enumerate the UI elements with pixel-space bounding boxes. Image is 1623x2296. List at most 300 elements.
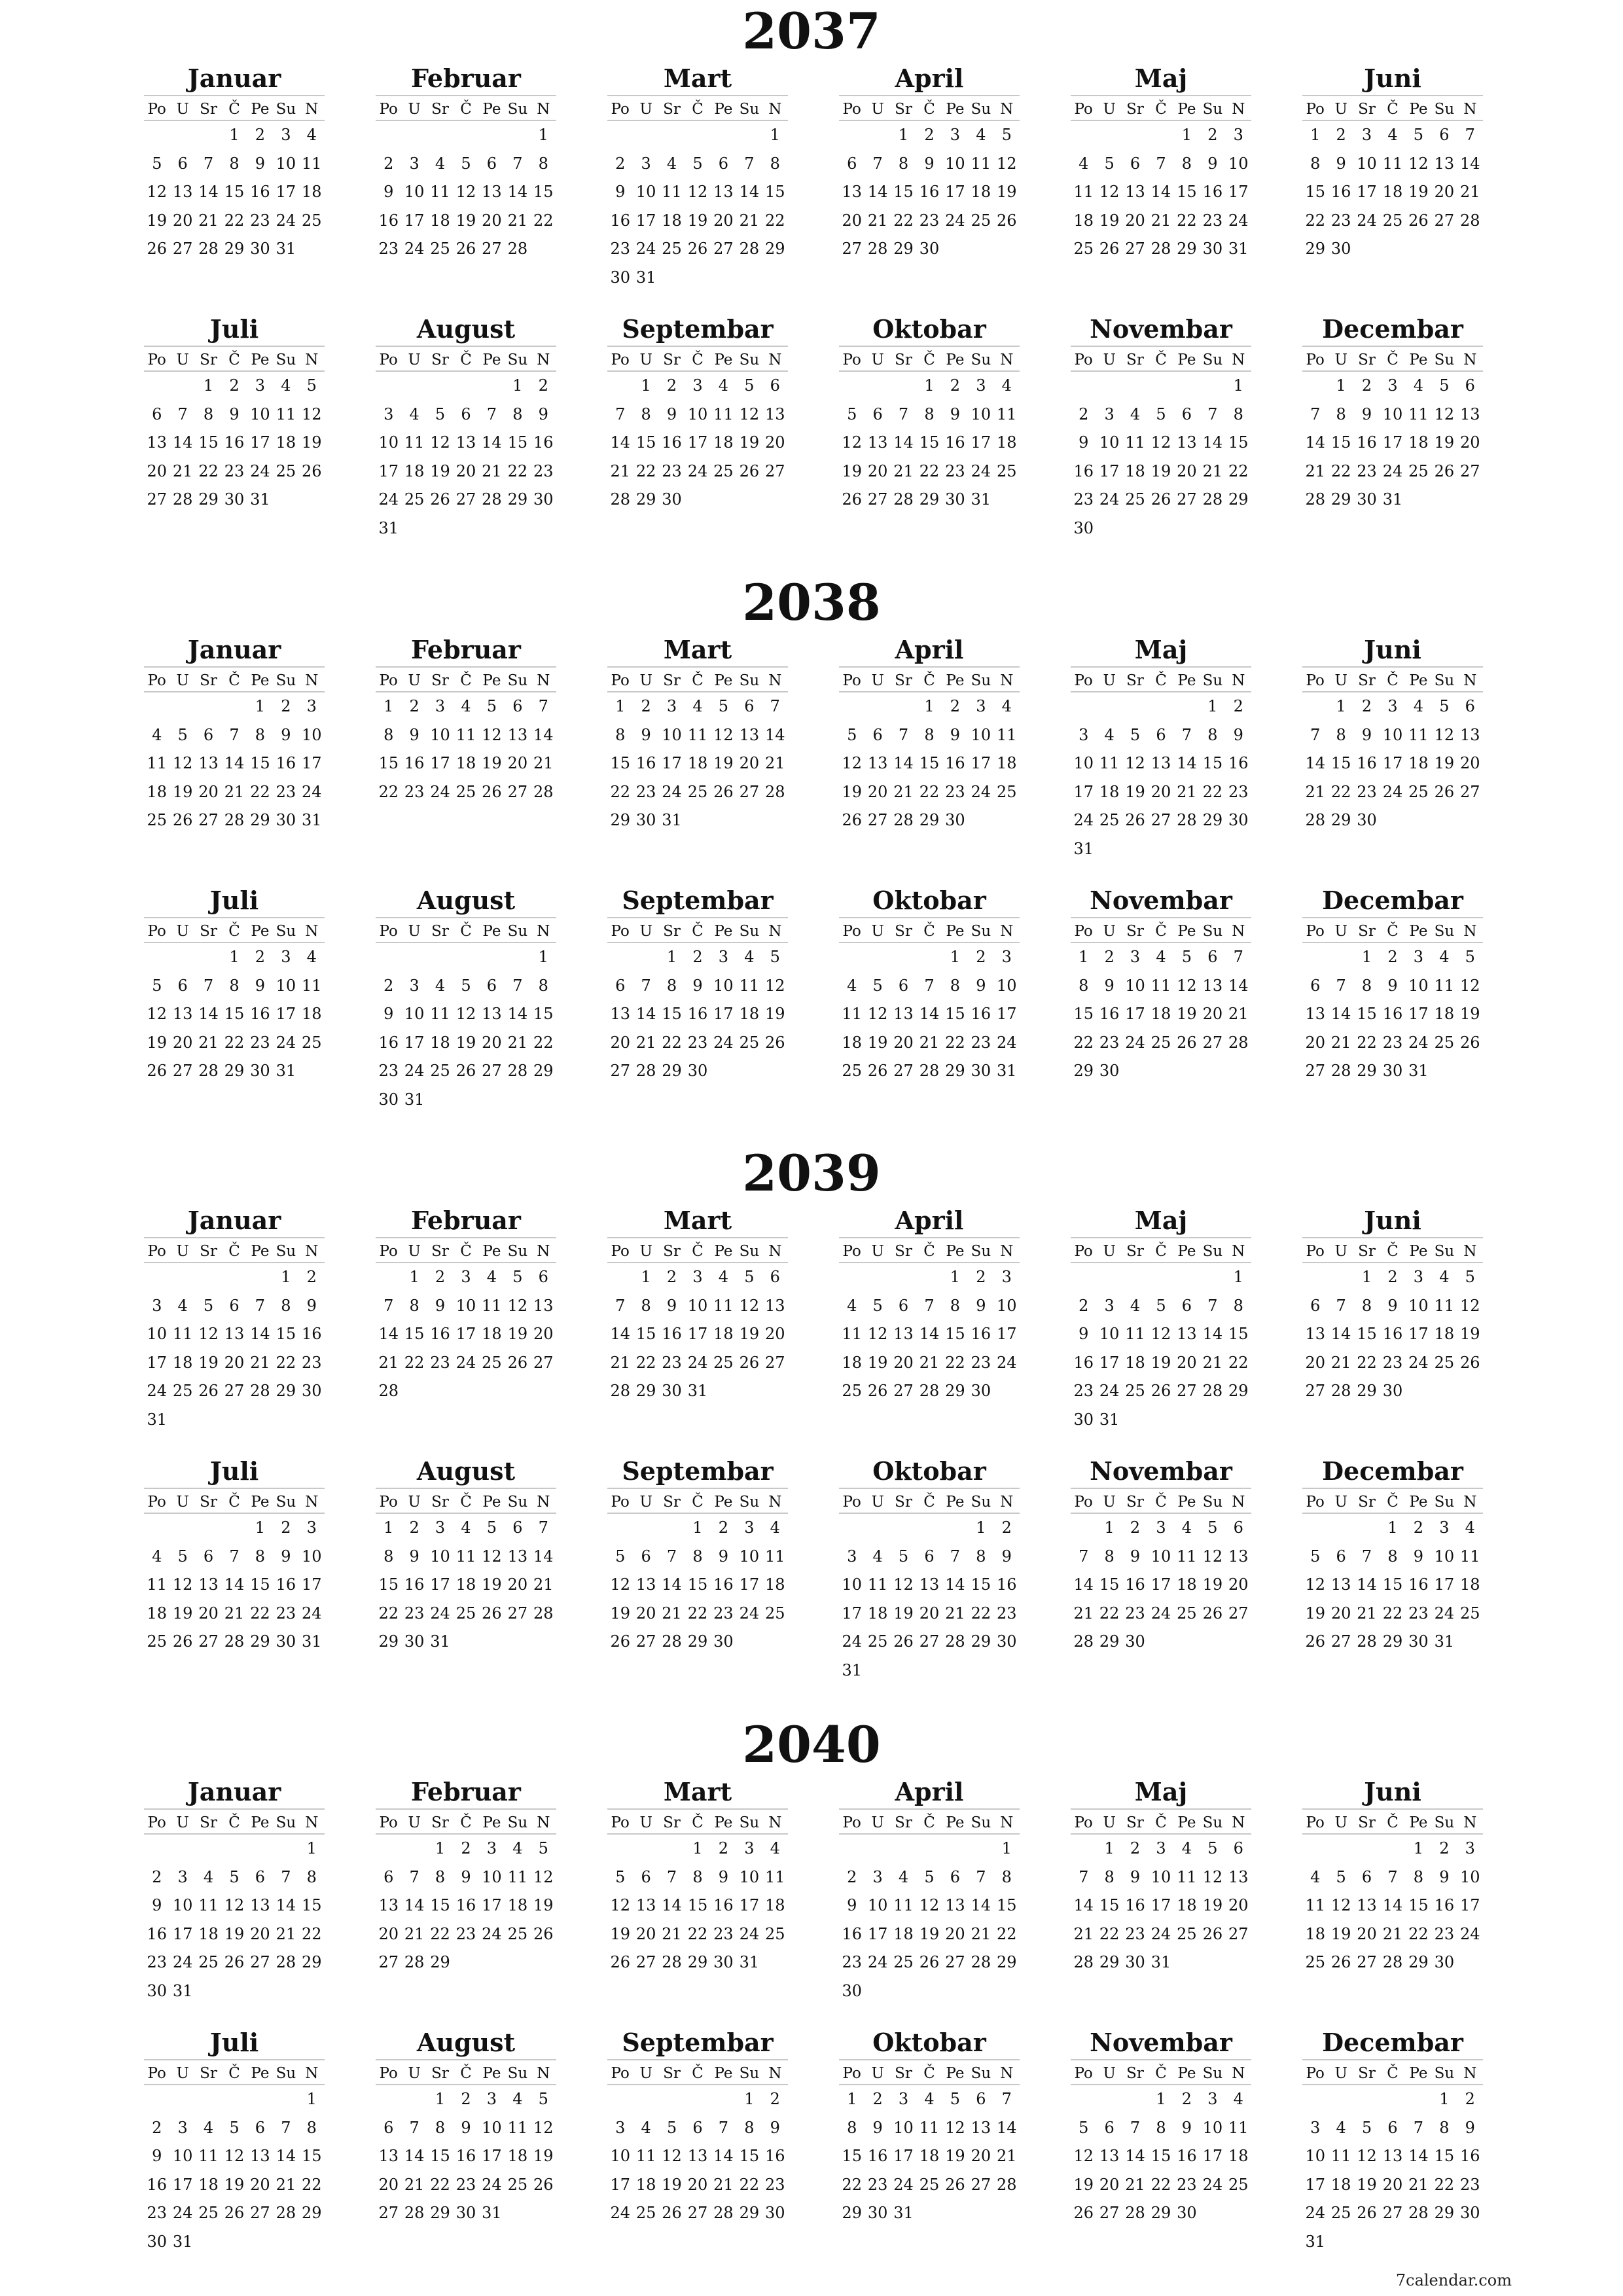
weekday-label: Po <box>147 351 166 368</box>
weekday-label: N <box>1000 672 1014 689</box>
day-cell: 2 <box>872 2090 883 2108</box>
day-cell: 15 <box>1073 1005 1094 1023</box>
day-cell: 3 <box>177 1867 188 1886</box>
empty-cell <box>1354 2085 1380 2114</box>
weekday-label: U <box>1103 1243 1116 1260</box>
day-cell: 6 <box>847 154 857 173</box>
day-cell: 15 <box>635 1325 656 1343</box>
day-cell: 17 <box>713 1005 734 1023</box>
day-cell: 22 <box>1228 461 1249 480</box>
day-cell: 24 <box>172 2204 193 2222</box>
day-cell: 24 <box>455 1353 476 1372</box>
day-cell: 17 <box>997 1325 1017 1343</box>
day-cell: 4 <box>512 1839 523 1857</box>
day-cell: 27 <box>482 240 502 258</box>
day-cell: 20 <box>945 1924 965 1943</box>
day-grid <box>607 2085 788 2228</box>
weekday-label: Po <box>1074 351 1093 368</box>
day-cell: 31 <box>302 1632 322 1651</box>
day-cell: 6 <box>770 1268 780 1286</box>
weekday-label: U <box>1334 351 1347 368</box>
day-cell: 28 <box>739 240 760 258</box>
day-cell: 27 <box>765 1353 785 1372</box>
day-cell: 5 <box>538 1839 548 1857</box>
day-cell: 17 <box>1305 2175 1325 2194</box>
day-cell: 28 <box>198 240 219 258</box>
day-cell: 29 <box>919 490 940 509</box>
weekday-label: U <box>1334 1814 1347 1831</box>
day-cell: 5 <box>666 2118 677 2137</box>
empty-cell <box>1200 1263 1225 1292</box>
empty-cell <box>169 692 195 721</box>
weekday-label: Sr <box>895 101 912 118</box>
day-cell: 9 <box>1233 725 1243 744</box>
weekday-header <box>1071 1808 1251 1835</box>
month-juli <box>144 884 325 1086</box>
day-cell: 3 <box>1233 126 1243 144</box>
day-cell: 26 <box>1073 2204 1094 2222</box>
day-cell: 8 <box>306 1867 317 1886</box>
day-cell: 1 <box>1181 126 1192 144</box>
weekday-label: Sr <box>1358 351 1376 368</box>
empty-cell <box>376 1263 401 1292</box>
day-cell: 17 <box>250 433 270 452</box>
day-cell: 11 <box>198 2147 219 2165</box>
month-oktobar <box>839 1455 1020 1685</box>
day-cell: 11 <box>635 2147 656 2165</box>
day-cell: 14 <box>1330 1325 1351 1343</box>
day-cell: 22 <box>765 211 785 230</box>
weekday-label: Su <box>739 351 760 368</box>
day-cell: 9 <box>1465 2118 1475 2137</box>
day-cell: 12 <box>172 1575 193 1594</box>
weekday-label: N <box>1000 1243 1014 1260</box>
day-cell: 21 <box>224 1604 245 1623</box>
day-cell: 21 <box>1330 1033 1351 1052</box>
day-cell: 13 <box>919 1575 940 1594</box>
day-cell: 1 <box>1361 948 1372 966</box>
day-cell: 30 <box>842 1981 862 2000</box>
day-cell: 2 <box>1439 1839 1450 1857</box>
weekday-header <box>839 95 1020 121</box>
weekday-header <box>144 1237 325 1263</box>
day-cell: 11 <box>1382 154 1403 173</box>
day-cell: 6 <box>383 2118 394 2137</box>
day-cell: 10 <box>739 1547 760 1566</box>
empty-cell <box>401 372 427 401</box>
weekday-label: Č <box>228 923 240 940</box>
day-cell: 26 <box>455 1062 476 1080</box>
day-cell: 9 <box>538 404 548 423</box>
month-februar <box>376 62 556 264</box>
weekday-label: Č <box>228 672 240 689</box>
day-cell: 27 <box>1125 240 1145 258</box>
weekday-header <box>839 2059 1020 2085</box>
month-novembar <box>1071 884 1251 1086</box>
weekday-label: U <box>1334 1494 1347 1511</box>
day-cell: 6 <box>512 1518 523 1537</box>
day-cell: 28 <box>404 1953 425 1971</box>
weekday-label: Su <box>739 1814 760 1831</box>
day-cell: 1 <box>924 376 935 395</box>
day-cell: 2 <box>976 1268 986 1286</box>
day-cell: 3 <box>1413 948 1424 966</box>
weekday-label: Su <box>507 351 528 368</box>
day-cell: 15 <box>997 1896 1017 1914</box>
empty-cell <box>839 1514 865 1543</box>
day-cell: 21 <box>276 1924 296 1943</box>
weekday-label: Su <box>276 1494 296 1511</box>
day-cell: 21 <box>1357 1604 1377 1623</box>
day-cell: 6 <box>1465 697 1475 715</box>
day-cell: 28 <box>713 2204 734 2222</box>
day-cell: 11 <box>1150 976 1171 995</box>
weekday-label: Pe <box>714 101 733 118</box>
day-cell: 16 <box>919 183 940 201</box>
day-cell: 9 <box>950 404 961 423</box>
day-cell: 23 <box>867 2175 888 2194</box>
day-cell: 13 <box>867 754 888 772</box>
day-cell: 10 <box>1099 1325 1120 1343</box>
weekday-label: N <box>305 351 319 368</box>
weekday-label: Sr <box>663 2065 681 2082</box>
weekday-label: Su <box>739 672 760 689</box>
day-cell: 17 <box>971 433 991 452</box>
empty-cell <box>376 121 401 150</box>
day-grid <box>607 1835 788 1977</box>
month-name: Septembar <box>622 314 774 344</box>
day-cell: 22 <box>1382 1604 1403 1623</box>
weekday-label: Su <box>1202 2065 1223 2082</box>
day-cell: 16 <box>1202 183 1223 201</box>
month-juni <box>1302 1776 1483 1977</box>
day-cell: 31 <box>1408 1062 1429 1080</box>
empty-cell <box>865 1263 890 1292</box>
day-cell: 15 <box>1202 754 1223 772</box>
day-cell: 22 <box>662 1033 682 1052</box>
day-grid <box>1302 121 1483 264</box>
day-cell: 28 <box>1125 2204 1145 2222</box>
day-cell: 16 <box>662 1325 682 1343</box>
day-cell: 14 <box>1305 433 1325 452</box>
day-cell: 18 <box>765 1575 785 1594</box>
empty-cell <box>633 943 658 972</box>
month-juli <box>144 1455 325 1657</box>
day-cell: 7 <box>666 1867 677 1886</box>
weekday-label: N <box>1232 923 1245 940</box>
day-cell: 22 <box>945 1353 965 1372</box>
day-cell: 5 <box>1181 948 1192 966</box>
month-februar <box>376 634 556 806</box>
weekday-label: Pe <box>946 1494 965 1511</box>
day-cell: 5 <box>847 404 857 423</box>
day-grid <box>1302 2085 1483 2256</box>
day-cell: 25 <box>430 1062 450 1080</box>
day-cell: 28 <box>404 2204 425 2222</box>
day-cell: 3 <box>435 1518 446 1537</box>
day-cell: 6 <box>898 1296 909 1315</box>
day-cell: 24 <box>713 1033 734 1052</box>
day-cell: 8 <box>383 725 394 744</box>
day-cell: 20 <box>378 1924 399 1943</box>
day-cell: 25 <box>919 2175 940 2194</box>
month-name: Decembar <box>1322 2028 1463 2057</box>
day-cell: 26 <box>867 1382 888 1400</box>
day-cell: 14 <box>919 1325 940 1343</box>
day-cell: 4 <box>770 1839 780 1857</box>
day-cell: 1 <box>692 1839 703 1857</box>
empty-cell <box>144 692 169 721</box>
day-cell: 2 <box>1361 376 1372 395</box>
month-septembar <box>607 2026 788 2228</box>
month-novembar <box>1071 2026 1251 2228</box>
weekday-label: Sr <box>200 2065 217 2082</box>
empty-cell <box>1071 1263 1096 1292</box>
day-cell: 25 <box>867 1632 888 1651</box>
day-cell: 11 <box>1460 1547 1480 1566</box>
weekday-label: Su <box>1202 672 1223 689</box>
day-cell: 18 <box>1073 211 1094 230</box>
day-cell: 1 <box>1233 376 1243 395</box>
day-cell: 27 <box>1202 1033 1223 1052</box>
day-cell: 4 <box>1001 697 1012 715</box>
day-cell: 23 <box>662 461 682 480</box>
weekday-label: Pe <box>1409 1814 1428 1831</box>
day-cell: 5 <box>770 948 780 966</box>
day-cell: 4 <box>718 1268 729 1286</box>
day-grid <box>607 372 788 514</box>
day-cell: 25 <box>687 782 708 801</box>
weekday-label: Su <box>507 672 528 689</box>
weekday-label: Su <box>739 1243 760 1260</box>
day-cell: 19 <box>1073 2175 1094 2194</box>
day-cell: 28 <box>172 490 193 509</box>
day-cell: 4 <box>1181 1518 1192 1537</box>
weekday-label: N <box>1463 1243 1477 1260</box>
day-cell: 6 <box>924 1547 935 1566</box>
day-cell: 26 <box>507 1353 528 1372</box>
day-cell: 6 <box>950 1867 961 1886</box>
day-cell: 15 <box>533 1005 554 1023</box>
weekday-label: Č <box>1387 672 1399 689</box>
empty-cell <box>247 1835 273 1863</box>
day-cell: 8 <box>847 2118 857 2137</box>
month-name: Januar <box>187 1206 281 1235</box>
day-cell: 12 <box>302 404 322 423</box>
weekday-label: Sr <box>1126 1494 1144 1511</box>
empty-cell <box>196 1835 221 1863</box>
day-cell: 21 <box>919 1033 940 1052</box>
day-cell: 22 <box>507 461 528 480</box>
day-cell: 6 <box>1465 376 1475 395</box>
day-cell: 15 <box>687 1575 708 1594</box>
day-cell: 16 <box>1073 1353 1094 1372</box>
day-grid <box>376 372 556 543</box>
day-cell: 1 <box>847 2090 857 2108</box>
day-cell: 21 <box>610 461 630 480</box>
weekday-label: Po <box>1074 2065 1093 2082</box>
day-cell: 18 <box>1125 1353 1145 1372</box>
day-cell: 15 <box>635 433 656 452</box>
day-cell: 13 <box>893 1005 914 1023</box>
month-juli <box>144 2026 325 2256</box>
day-cell: 24 <box>302 1604 322 1623</box>
day-cell: 25 <box>198 2204 219 2222</box>
weekday-label: Su <box>1202 923 1223 940</box>
day-cell: 5 <box>1156 404 1166 423</box>
weekday-label: Č <box>692 351 704 368</box>
weekday-label: Su <box>276 1814 296 1831</box>
day-cell: 19 <box>482 1575 502 1594</box>
weekday-label: Sr <box>663 1494 681 1511</box>
day-cell: 24 <box>635 240 656 258</box>
weekday-label: Po <box>1306 1494 1325 1511</box>
day-cell: 21 <box>765 754 785 772</box>
day-cell: 7 <box>1001 2090 1012 2108</box>
empty-cell <box>633 121 658 150</box>
month-name: Septembar <box>622 886 774 915</box>
day-cell: 25 <box>662 240 682 258</box>
day-cell: 8 <box>383 1547 394 1566</box>
day-cell: 24 <box>1150 1924 1171 1943</box>
month-oktobar <box>839 2026 1020 2228</box>
day-cell: 18 <box>302 183 322 201</box>
weekday-label: Č <box>1155 923 1167 940</box>
day-cell: 13 <box>378 1896 399 1914</box>
day-cell: 17 <box>1434 1575 1455 1594</box>
day-cell: 6 <box>177 976 188 995</box>
empty-cell <box>169 1835 195 1863</box>
empty-cell <box>1328 2085 1353 2114</box>
day-cell: 22 <box>1330 782 1351 801</box>
day-cell: 25 <box>1073 240 1094 258</box>
month-februar <box>376 1776 556 1977</box>
weekday-label: U <box>1334 1243 1347 1260</box>
weekday-header <box>1071 2059 1251 2085</box>
empty-cell <box>891 1263 916 1292</box>
weekday-label: Sr <box>1358 1814 1376 1831</box>
day-cell: 25 <box>147 811 167 829</box>
day-cell: 19 <box>1434 754 1455 772</box>
day-cell: 20 <box>1305 1033 1325 1052</box>
day-cell: 23 <box>455 2175 476 2194</box>
day-cell: 24 <box>739 1604 760 1623</box>
day-cell: 26 <box>1460 1033 1480 1052</box>
weekday-label: U <box>871 672 884 689</box>
day-cell: 8 <box>1181 154 1192 173</box>
year-title: 2038 <box>742 573 881 632</box>
day-cell: 11 <box>482 1296 502 1315</box>
day-cell: 9 <box>1079 433 1089 452</box>
day-cell: 15 <box>1382 1575 1403 1594</box>
day-cell: 24 <box>687 461 708 480</box>
weekday-label: U <box>871 2065 884 2082</box>
day-cell: 24 <box>1099 490 1120 509</box>
day-cell: 24 <box>482 2175 502 2194</box>
day-cell: 23 <box>1125 1604 1145 1623</box>
day-cell: 7 <box>976 1867 986 1886</box>
day-cell: 27 <box>1177 1382 1197 1400</box>
day-cell: 18 <box>198 2175 219 2194</box>
day-cell: 11 <box>1177 1547 1197 1566</box>
weekday-label: N <box>768 1814 782 1831</box>
day-cell: 3 <box>641 154 651 173</box>
weekday-label: Pe <box>946 101 965 118</box>
weekday-label: Po <box>147 1814 166 1831</box>
day-cell: 3 <box>306 697 317 715</box>
month-name: Oktobar <box>872 1456 986 1486</box>
day-cell: 17 <box>1408 1325 1429 1343</box>
day-cell: 20 <box>919 1604 940 1623</box>
weekday-header <box>144 2059 325 2085</box>
day-cell: 12 <box>765 976 785 995</box>
day-cell: 4 <box>512 2090 523 2108</box>
empty-cell <box>376 2085 401 2114</box>
month-name: Juni <box>1364 63 1421 93</box>
day-cell: 29 <box>276 1382 296 1400</box>
day-cell: 19 <box>1408 183 1429 201</box>
day-cell: 18 <box>404 461 425 480</box>
day-cell: 13 <box>1305 1005 1325 1023</box>
day-cell: 31 <box>1305 2232 1325 2251</box>
day-cell: 27 <box>842 240 862 258</box>
day-cell: 27 <box>1228 1604 1249 1623</box>
day-grid <box>1302 1835 1483 1977</box>
day-cell: 12 <box>893 1575 914 1594</box>
empty-cell <box>1071 1835 1096 1863</box>
day-cell: 4 <box>281 376 291 395</box>
day-cell: 20 <box>250 1924 270 1943</box>
day-cell: 6 <box>1207 948 1218 966</box>
weekday-label: Č <box>1387 1243 1399 1260</box>
day-cell: 3 <box>281 126 291 144</box>
empty-cell <box>479 121 505 150</box>
day-cell: 25 <box>430 240 450 258</box>
day-grid <box>1302 692 1483 835</box>
weekday-label: Po <box>1306 2065 1325 2082</box>
day-cell: 20 <box>1382 2175 1403 2194</box>
day-cell: 5 <box>1465 948 1475 966</box>
weekday-header <box>144 1488 325 1514</box>
day-cell: 7 <box>898 404 909 423</box>
day-cell: 23 <box>971 1353 991 1372</box>
day-cell: 10 <box>893 2118 914 2137</box>
day-cell: 15 <box>276 1325 296 1343</box>
day-grid <box>144 372 325 514</box>
day-cell: 26 <box>610 1632 630 1651</box>
weekday-label: U <box>176 672 189 689</box>
day-cell: 5 <box>872 976 883 995</box>
empty-cell <box>1380 2085 1405 2114</box>
month-name: Januar <box>187 1777 281 1806</box>
day-cell: 13 <box>1150 754 1171 772</box>
day-cell: 30 <box>250 240 270 258</box>
day-cell: 20 <box>635 1604 656 1623</box>
weekday-label: Pe <box>482 1814 501 1831</box>
day-cell: 9 <box>1001 1547 1012 1566</box>
weekday-label: Su <box>971 1494 991 1511</box>
day-cell: 19 <box>430 461 450 480</box>
day-cell: 24 <box>662 782 682 801</box>
weekday-label: Sr <box>1126 923 1144 940</box>
day-cell: 10 <box>997 1296 1017 1315</box>
day-cell: 20 <box>1177 1353 1197 1372</box>
day-cell: 1 <box>229 948 240 966</box>
weekday-label: Po <box>147 923 166 940</box>
day-cell: 1 <box>383 697 394 715</box>
day-cell: 13 <box>224 1325 245 1343</box>
weekday-label: U <box>871 1814 884 1831</box>
